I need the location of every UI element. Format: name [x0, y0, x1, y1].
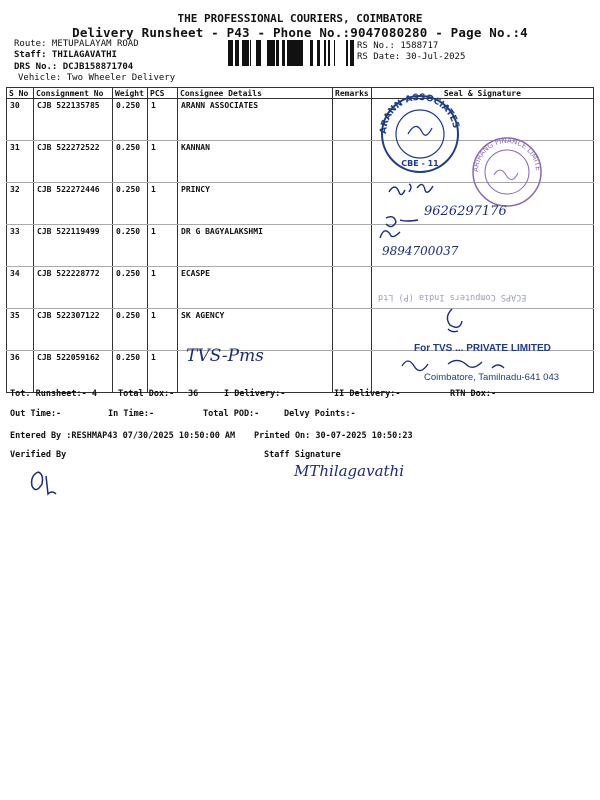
cell-pcs: 1 — [148, 267, 178, 309]
cell-sno: 36 — [7, 351, 34, 393]
cell-consignment: CJB 522135785 — [34, 99, 113, 141]
cell-remarks — [333, 141, 372, 183]
total-dox-value: 36 — [188, 389, 199, 399]
cell-consignee: KANNAN — [178, 141, 333, 183]
barcode-bar — [269, 40, 272, 66]
barcode-bar — [310, 40, 313, 66]
col-sno: S No — [7, 88, 34, 99]
cell-weight: 0.250 — [113, 351, 148, 393]
barcode-bar — [228, 40, 230, 66]
cell-sno: 32 — [7, 183, 34, 225]
delvy-points: Delvy Points:- — [284, 409, 356, 419]
barcode-bar — [334, 40, 335, 66]
col-pcs: PCS — [148, 88, 178, 99]
barcode-bar — [230, 40, 232, 66]
col-weight: Weight — [113, 88, 148, 99]
barcode-bar — [242, 40, 244, 66]
vehicle-label: Vehicle: Two Wheeler Delivery — [18, 73, 176, 83]
cell-sno: 33 — [7, 225, 34, 267]
ii-delivery: II Delivery:- — [334, 389, 401, 399]
signature-ecaspe-image — [376, 224, 406, 244]
phone-handwritten-bagyalakshmi: 9626297176 — [424, 204, 507, 219]
cell-sno: 35 — [7, 309, 34, 351]
cell-weight: 0.250 — [113, 99, 148, 141]
cell-consignment: CJB 522228772 — [34, 267, 113, 309]
table-row — [7, 267, 594, 309]
cell-consignment: CJB 522272522 — [34, 141, 113, 183]
cell-consignee: SK AGENCY — [178, 309, 333, 351]
svg-text:ARANN ASSOCIATES: ARANN ASSOCIATES — [378, 92, 461, 135]
barcode-bar — [287, 40, 289, 66]
barcode-bar — [289, 40, 292, 66]
cell-weight: 0.250 — [113, 225, 148, 267]
signature-sk-agency-image — [438, 305, 468, 337]
cell-pcs: 1 — [148, 225, 178, 267]
barcode-bar — [299, 40, 301, 66]
cell-remarks — [333, 267, 372, 309]
cell-consignee: DR G BAGYALAKSHMI — [178, 225, 333, 267]
cell-seal — [371, 267, 593, 309]
phone-handwritten-ecaspe: 9894700037 — [382, 244, 459, 258]
cell-sno: 30 — [7, 99, 34, 141]
svg-text:CBE - 11: CBE - 11 — [401, 159, 439, 168]
barcode-bar — [328, 40, 329, 66]
total-dox-label: Total Dox:- — [118, 389, 175, 399]
barcode-bar — [259, 40, 261, 66]
cell-remarks — [333, 225, 372, 267]
barcode-bar — [267, 40, 269, 66]
cell-consignment: CJB 522059162 — [34, 351, 113, 393]
staff-signature-handwritten: MThilagavathi — [294, 462, 405, 480]
rs-number: RS No.: 1588717 — [357, 41, 439, 51]
cell-weight: 0.250 — [113, 141, 148, 183]
cell-pcs: 1 — [148, 309, 178, 351]
cell-weight: 0.250 — [113, 309, 148, 351]
col-consignee: Consignee Details — [178, 88, 333, 99]
cell-consignment: CJB 522119499 — [34, 225, 113, 267]
in-time: In Time:- — [108, 409, 155, 419]
arirang-stamp-image — [467, 129, 544, 209]
barcode-bar — [232, 40, 233, 66]
out-time: Out Time:- — [10, 409, 62, 419]
barcode-bar — [292, 40, 295, 66]
barcode-bar — [317, 40, 320, 66]
barcode-bar — [324, 40, 326, 66]
rtn-dox: RTN Dox:- — [450, 389, 497, 399]
svg-text:ARIRANG FINANCE LIMITED: ARIRANG FINANCE LIMITED — [467, 129, 543, 173]
barcode-bar — [244, 40, 247, 66]
tvs-stamp-name: For TVS ... PRIVATE LIMITED — [414, 343, 551, 354]
handwritten-consignee-tvs: TVS-Pms — [186, 346, 264, 366]
cell-remarks — [333, 351, 372, 393]
cell-pcs: 1 — [148, 99, 178, 141]
cell-remarks — [333, 309, 372, 351]
cell-consignee: ARANN ASSOCIATES — [178, 99, 333, 141]
cell-consignment: CJB 522307122 — [34, 309, 113, 351]
printed-on: Printed On: 30-07-2025 10:50:23 — [254, 431, 413, 441]
staff-signature-label: Staff Signature — [264, 450, 341, 460]
table-row — [7, 225, 594, 267]
signature-tvs-image — [398, 354, 528, 372]
cell-consignee: ECASPE — [178, 267, 333, 309]
total-pod: Total POD:- — [203, 409, 260, 419]
cell-weight: 0.250 — [113, 183, 148, 225]
cell-pcs: 1 — [148, 141, 178, 183]
tvs-stamp-address: Coimbatore, Tamilnadu-641 043 — [424, 372, 560, 383]
barcode-bar — [329, 40, 330, 66]
cell-sno: 31 — [7, 141, 34, 183]
barcode-bar — [258, 40, 259, 66]
cell-pcs: 1 — [148, 351, 178, 393]
barcode-bar — [276, 40, 279, 66]
cell-pcs: 1 — [148, 183, 178, 225]
runsheet-title: Delivery Runsheet - P43 - Phone No.:9047080280 - Page No.:4 — [72, 25, 528, 40]
arann-stamp-image — [374, 92, 466, 172]
col-remarks: Remarks — [333, 88, 372, 99]
barcode-bar — [295, 40, 296, 66]
verified-by-label: Verified By — [10, 450, 67, 460]
i-delivery: I Delivery:- — [224, 389, 286, 399]
barcode-image — [228, 40, 352, 66]
col-consignment: Consignment No — [34, 88, 113, 99]
cell-consignment: CJB 522272446 — [34, 183, 113, 225]
company-title: THE PROFESSIONAL COURIERS, COIMBATORE — [177, 12, 423, 25]
verified-signature-image — [26, 466, 60, 496]
staff-label: Staff: THILAGAVATHI — [14, 50, 117, 60]
tot-runsheet: Tot. Runsheet:- 4 — [10, 389, 97, 399]
ecaps-stamp-image: ECAPS Computers India (P) Ltd — [378, 292, 527, 302]
cell-sno: 34 — [7, 267, 34, 309]
barcode-bar — [351, 40, 354, 66]
barcode-bar — [350, 40, 351, 66]
barcode-bar — [296, 40, 299, 66]
cell-remarks — [333, 183, 372, 225]
barcode-bar — [301, 40, 303, 66]
entered-by: Entered By :RESHMAP43 07/30/2025 10:50:00 AM — [10, 431, 236, 441]
barcode-bar — [272, 40, 275, 66]
drs-number: DRS No.: DCJB158871704 — [14, 62, 134, 72]
barcode-bar — [282, 40, 285, 66]
signature-princy-image — [385, 178, 445, 200]
col-seal-signature: Seal & Signature — [371, 88, 593, 99]
barcode-bar — [235, 40, 238, 66]
cell-remarks — [333, 99, 372, 141]
route-label: Route: METUPALAYAM ROAD — [14, 39, 139, 49]
table-header-row — [7, 88, 594, 99]
cell-weight: 0.250 — [113, 267, 148, 309]
barcode-bar — [247, 40, 249, 66]
barcode-bar — [250, 40, 251, 66]
cell-consignee: PRINCY — [178, 183, 333, 225]
barcode-bar — [256, 40, 258, 66]
rs-date: RS Date: 30-Jul-2025 — [357, 52, 466, 62]
barcode-bar — [238, 40, 239, 66]
barcode-bar — [346, 40, 348, 66]
